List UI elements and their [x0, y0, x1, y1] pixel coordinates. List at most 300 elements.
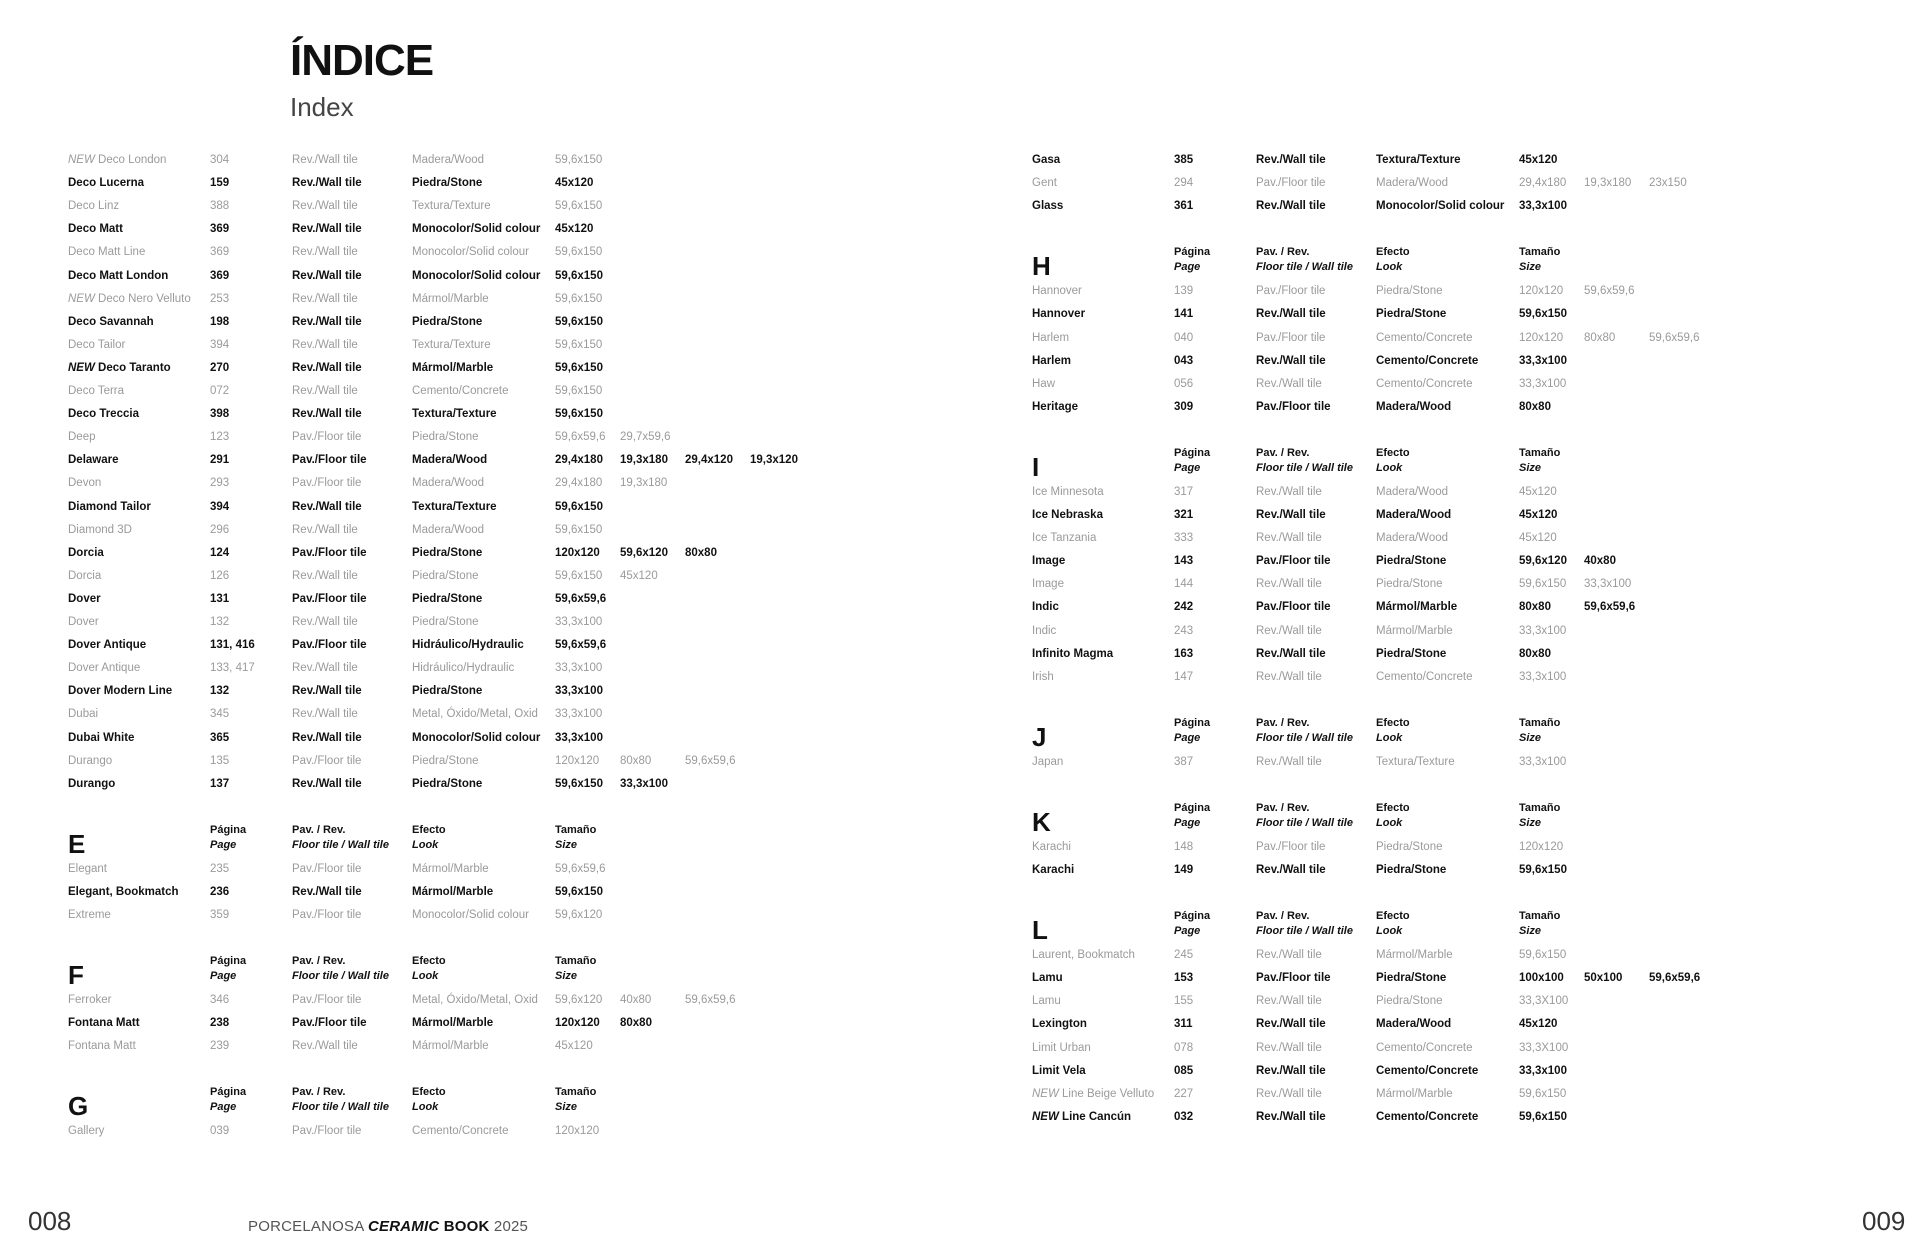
- index-row: [1032, 304, 1792, 324]
- col-header-size: Tamaño Size: [555, 955, 597, 983]
- col-header-type-en: Floor tile / Wall tile: [292, 1101, 389, 1114]
- tile-look: Monocolor/Solid colour: [412, 909, 529, 921]
- tile-type: Rev./Wall tile: [1256, 509, 1326, 521]
- tile-type: Rev./Wall tile: [1256, 949, 1322, 962]
- col-header-page-en: Page: [1174, 261, 1201, 274]
- product-name: Harlem: [1032, 331, 1070, 344]
- page-ref: 346: [210, 994, 230, 1007]
- tile-look: Cemento/Concrete: [1376, 377, 1473, 390]
- tile-size: 59,6x59,6: [1584, 285, 1635, 298]
- tile-type: Rev./Wall tile: [292, 177, 362, 190]
- tile-size: 59,6x59,6: [1649, 331, 1700, 344]
- col-header-size-en: Size: [1519, 816, 1542, 829]
- tile-type: Pav./Floor tile: [1256, 177, 1326, 190]
- product-name: Haw: [1032, 377, 1056, 390]
- col-header-size: Tamaño Size: [1519, 801, 1561, 829]
- index-row: [1032, 150, 1792, 170]
- index-row: [68, 219, 828, 239]
- tile-size: 59,6x59,6: [1584, 601, 1636, 614]
- tile-size: 45x120: [1519, 154, 1558, 166]
- page-ref: 153: [1174, 972, 1194, 985]
- page-ref: 072: [210, 385, 230, 397]
- tile-look: Mármol/Marble: [1376, 624, 1453, 637]
- product-name: Lamu: [1032, 972, 1063, 985]
- index-row: [1032, 1084, 1792, 1104]
- index-row: [68, 1036, 828, 1056]
- tile-look: Piedra/Stone: [1376, 864, 1447, 876]
- page-ref: 198: [210, 315, 230, 328]
- col-header-look: Efecto Look: [1376, 910, 1410, 938]
- col-header-page: Página Page: [210, 823, 247, 851]
- tile-look: Madera/Wood: [412, 477, 485, 490]
- tile-type: Rev./Wall tile: [1256, 578, 1322, 591]
- col-header-page-en: Page: [1174, 461, 1201, 474]
- tile-type: Rev./Wall tile: [292, 685, 362, 698]
- col-header-size-en: Size: [555, 1101, 578, 1114]
- page-ref: 143: [1174, 555, 1194, 568]
- tile-look: Mármol/Marble: [412, 1040, 489, 1053]
- tile-size: 120x120: [1519, 840, 1564, 853]
- tile-size: 59,6x150: [555, 777, 603, 790]
- tile-type: Rev./Wall tile: [292, 885, 362, 898]
- new-badge: NEW: [68, 154, 95, 166]
- tile-look: Madera/Wood: [412, 154, 485, 166]
- tile-type: Rev./Wall tile: [292, 731, 362, 744]
- tile-look: Piedra/Stone: [1376, 840, 1443, 853]
- tile-look: Cemento/Concrete: [1376, 354, 1479, 367]
- tile-size: 59,6x150: [555, 246, 603, 259]
- page-ref: 032: [1174, 1110, 1194, 1123]
- page-ref: 238: [210, 1017, 230, 1030]
- index-row: [68, 589, 828, 609]
- tile-type: Rev./Wall tile: [1256, 1087, 1322, 1100]
- tile-size: 59,6x120: [1519, 555, 1567, 568]
- tile-size: 45x120: [1519, 485, 1557, 498]
- product-name: Hannover: [1032, 285, 1082, 298]
- product-name: Hannover: [1032, 308, 1086, 321]
- page-ref: 155: [1174, 995, 1194, 1008]
- index-row: [1032, 482, 1792, 502]
- tile-size: 33,3x100: [555, 685, 603, 698]
- page-ref: 235: [210, 862, 230, 875]
- tile-size: 45x120: [1519, 509, 1558, 521]
- tile-look: Textura/Texture: [1376, 755, 1455, 768]
- tile-size: 45x120: [1519, 1018, 1558, 1031]
- tile-size: 59,6x150: [555, 408, 603, 421]
- brand-book: BOOK: [439, 1218, 490, 1235]
- tile-type: Pav./Floor tile: [292, 1017, 367, 1030]
- page-ref: 309: [1174, 400, 1194, 413]
- tile-type: Rev./Wall tile: [292, 1040, 358, 1053]
- section-letter: L: [1032, 915, 1048, 946]
- tile-size: 45x120: [1519, 532, 1557, 545]
- tile-type: Rev./Wall tile: [1256, 354, 1326, 367]
- index-row: [1032, 837, 1792, 857]
- page-ref: 369: [210, 246, 230, 259]
- section-header-e: [68, 823, 768, 863]
- product-name: Karachi: [1032, 864, 1075, 876]
- tile-type: Rev./Wall tile: [292, 708, 358, 721]
- index-row: [68, 1121, 828, 1141]
- tile-size: 23x150: [1649, 177, 1687, 190]
- index-row: [1032, 667, 1792, 687]
- tile-size: 45x120: [555, 1040, 593, 1053]
- tile-look: Monocolor/Solid colour: [1376, 200, 1505, 213]
- tile-size: 59,6x150: [1519, 864, 1567, 876]
- tile-size: 19,3x180: [1584, 177, 1632, 190]
- product-name: Fontana Matt: [68, 1017, 140, 1030]
- index-row: [1032, 374, 1792, 394]
- tile-type: Pav./Floor tile: [292, 592, 367, 605]
- col-header-size: Tamaño Size: [1519, 716, 1561, 744]
- page-ref: 311: [1174, 1018, 1193, 1031]
- tile-type: Pav./Floor tile: [1256, 331, 1326, 344]
- index-row: [68, 635, 828, 655]
- tile-type: Rev./Wall tile: [1256, 200, 1326, 213]
- page-ref: 085: [1174, 1064, 1194, 1077]
- page-ref: 144: [1174, 578, 1194, 591]
- tile-look: Piedra/Stone: [412, 777, 483, 790]
- tile-look: Piedra/Stone: [412, 569, 479, 582]
- product-name: Dover Modern Line: [68, 685, 173, 698]
- product-name: Indic: [1032, 601, 1059, 614]
- index-row: [68, 497, 828, 517]
- page-ref: 132: [210, 685, 230, 698]
- tile-look: Piedra/Stone: [1376, 308, 1447, 321]
- product-name: Devon: [68, 477, 102, 490]
- tile-look: Piedra/Stone: [412, 616, 479, 628]
- index-row: [68, 566, 828, 586]
- tile-type: Pav./Floor tile: [292, 1125, 362, 1138]
- tile-size: 80x80: [1519, 647, 1551, 660]
- product-name: Image: [1032, 578, 1064, 591]
- col-header-type: Pav. / Rev. Floor tile / Wall tile: [1256, 716, 1353, 744]
- tile-look: Piedra/Stone: [412, 685, 483, 698]
- product-name: Lamu: [1032, 995, 1061, 1008]
- product-name: Heritage: [1032, 400, 1079, 413]
- tile-size: 80x80: [620, 754, 652, 767]
- tile-size: 29,4x180: [1519, 177, 1567, 190]
- product-name: Irish: [1032, 670, 1054, 683]
- col-header-type: Pav. / Rev. Floor tile / Wall tile: [292, 823, 389, 851]
- tile-type: Pav./Floor tile: [292, 454, 367, 467]
- section-header-g: [68, 1085, 768, 1125]
- tile-look: Piedra/Stone: [1376, 647, 1447, 660]
- col-header-size: Tamaño Size: [1519, 910, 1561, 938]
- index-row: [68, 150, 828, 170]
- col-header-type: Pav. / Rev. Floor tile / Wall tile: [292, 955, 389, 983]
- tile-look: Metal, Óxido/Metal, Oxid: [412, 994, 538, 1007]
- col-header-look-en: Look: [412, 970, 439, 983]
- product-name: Indic: [1032, 624, 1057, 637]
- index-row: [1032, 644, 1792, 664]
- tile-size: 33,3x100: [555, 708, 603, 721]
- col-header-page: Página Page: [210, 1086, 247, 1114]
- tile-type: Rev./Wall tile: [1256, 1110, 1326, 1123]
- product-name: Dubai White: [68, 731, 135, 744]
- index-row: [1032, 752, 1792, 772]
- col-header-page-en: Page: [1174, 925, 1201, 938]
- col-header-size-en: Size: [1519, 925, 1542, 938]
- product-name: Japan: [1032, 755, 1064, 768]
- col-header-type-en: Floor tile / Wall tile: [1256, 731, 1353, 744]
- index-row: [68, 728, 828, 748]
- section-letter: E: [68, 828, 86, 859]
- product-name: Fontana Matt: [68, 1040, 136, 1053]
- tile-type: Rev./Wall tile: [1256, 154, 1326, 166]
- tile-size: 29,4x120: [685, 454, 733, 467]
- tile-look: Textura/Texture: [412, 200, 491, 213]
- tile-look: Piedra/Stone: [412, 592, 483, 605]
- page-ref: 321: [1174, 509, 1194, 521]
- tile-look: Textura/Texture: [412, 408, 497, 421]
- tile-size: 120x120: [555, 754, 600, 767]
- tile-size: 59,6x150: [1519, 1087, 1567, 1100]
- tile-look: Mármol/Marble: [1376, 1087, 1453, 1100]
- page-ref: 148: [1174, 840, 1194, 853]
- tile-size: 59,6x150: [555, 500, 603, 513]
- tile-type: Rev./Wall tile: [1256, 1041, 1322, 1054]
- tile-look: Mármol/Marble: [1376, 601, 1458, 614]
- tile-look: Piedra/Stone: [412, 546, 483, 559]
- col-header-type-en: Floor tile / Wall tile: [292, 838, 389, 851]
- index-row: [68, 242, 828, 262]
- tile-type: Rev./Wall tile: [1256, 1064, 1326, 1077]
- tile-size: 59,6x150: [1519, 1110, 1567, 1123]
- tile-size: 33,3x100: [1519, 624, 1567, 637]
- index-row: [68, 681, 828, 701]
- col-header-type-en: Floor tile / Wall tile: [292, 970, 389, 983]
- page-number-right: 009: [1862, 1206, 1906, 1236]
- tile-size: 33,3x100: [1519, 670, 1567, 683]
- tile-size: 33,3x100: [1584, 578, 1632, 591]
- col-header-size-en: Size: [555, 970, 578, 983]
- page-ref: 132: [210, 616, 230, 628]
- col-header-look-en: Look: [412, 1101, 439, 1114]
- index-row: [68, 473, 828, 493]
- col-header-look: Efecto Look: [412, 1086, 446, 1114]
- tile-size: 120x120: [1519, 331, 1564, 344]
- page-ref: 253: [210, 292, 230, 305]
- col-header-type: Pav. / Rev. Floor tile / Wall tile: [1256, 446, 1353, 474]
- index-row: [68, 704, 828, 724]
- tile-look: Monocolor/Solid colour: [412, 731, 541, 744]
- tile-type: Rev./Wall tile: [1256, 1018, 1326, 1031]
- product-name: Infinito Magma: [1032, 647, 1114, 660]
- col-header-type: Pav. / Rev. Floor tile / Wall tile: [292, 1086, 389, 1114]
- col-header-page: Página Page: [1174, 716, 1211, 744]
- tile-size: 33,3x100: [555, 616, 603, 628]
- page-ref: 359: [210, 909, 230, 921]
- product-name: Ice Nebraska: [1032, 509, 1103, 521]
- tile-size: 59,6x120: [620, 546, 668, 559]
- section-header-h: [1032, 245, 1732, 285]
- tile-size: 59,6x150: [1519, 949, 1567, 962]
- page-ref: 270: [210, 361, 230, 374]
- col-header-size-en: Size: [1519, 261, 1542, 274]
- index-row: [68, 289, 828, 309]
- product-name: Ice Tanzania: [1032, 532, 1097, 545]
- footer-brand: [248, 1218, 528, 1235]
- page-ref: 345: [210, 708, 230, 721]
- product-name: NEW Line Beige Velluto: [1032, 1087, 1155, 1100]
- tile-size: 80x80: [620, 1017, 652, 1030]
- tile-size: 59,6x59,6: [555, 592, 607, 605]
- tile-look: Cemento/Concrete: [1376, 670, 1473, 683]
- tile-look: Cemento/Concrete: [1376, 1041, 1473, 1054]
- col-header-page: Página Page: [1174, 801, 1211, 829]
- product-name: Limit Vela: [1032, 1064, 1086, 1077]
- page-title: ÍNDICE: [290, 36, 434, 85]
- tile-size: 59,6x150: [555, 885, 603, 898]
- tile-size: 29,7x59,6: [620, 431, 671, 444]
- tile-look: Piedra/Stone: [1376, 578, 1443, 591]
- index-row: [68, 266, 828, 286]
- index-row: [68, 859, 828, 879]
- index-row: [68, 173, 828, 193]
- page-ref: 239: [210, 1040, 230, 1053]
- product-name: Deep: [68, 431, 96, 444]
- col-header-type: Pav. / Rev. Floor tile / Wall tile: [1256, 910, 1353, 938]
- tile-look: Piedra/Stone: [412, 315, 483, 328]
- tile-size: 59,6x59,6: [685, 994, 736, 1007]
- index-row: [1032, 1107, 1792, 1127]
- page-ref: 385: [1174, 154, 1194, 166]
- index-row: [68, 520, 828, 540]
- col-header-look: Efecto Look: [1376, 246, 1410, 274]
- tile-type: Rev./Wall tile: [292, 777, 362, 790]
- section-header-k: [1032, 801, 1732, 841]
- tile-look: Mármol/Marble: [412, 1017, 494, 1030]
- index-row: [68, 335, 828, 355]
- tile-size: 29,4x180: [555, 454, 603, 467]
- tile-size: 33,3x100: [1519, 377, 1567, 390]
- tile-size: 59,6x150: [555, 200, 603, 213]
- index-row: [68, 612, 828, 632]
- product-name: Elegant: [68, 862, 108, 875]
- page-ref: 245: [1174, 949, 1194, 962]
- product-name: Durango: [68, 777, 116, 790]
- page-ref: 126: [210, 569, 230, 582]
- product-name: Deco Terra: [68, 385, 125, 397]
- tile-type: Pav./Floor tile: [292, 639, 367, 652]
- product-name: Dorcia: [68, 569, 102, 582]
- product-name: Deco Matt London: [68, 269, 169, 282]
- product-name: Dover: [68, 616, 99, 628]
- tile-look: Mármol/Marble: [412, 292, 489, 305]
- tile-type: Rev./Wall tile: [1256, 995, 1322, 1008]
- page-ref: 394: [210, 338, 230, 351]
- index-row: [1032, 860, 1792, 880]
- product-name: Deco Linz: [68, 200, 120, 213]
- index-row: [68, 1013, 828, 1033]
- tile-look: Metal, Óxido/Metal, Oxid: [412, 708, 538, 721]
- tile-look: Cemento/Concrete: [412, 1125, 509, 1138]
- tile-type: Pav./Floor tile: [292, 546, 367, 559]
- tile-look: Piedra/Stone: [412, 431, 479, 444]
- page-ref: 078: [1174, 1041, 1194, 1054]
- tile-type: Rev./Wall tile: [292, 246, 358, 259]
- page-ref: 304: [210, 154, 230, 166]
- tile-type: Rev./Wall tile: [1256, 670, 1322, 683]
- tile-type: Rev./Wall tile: [1256, 755, 1322, 768]
- tile-type: Rev./Wall tile: [292, 500, 362, 513]
- tile-type: Rev./Wall tile: [292, 315, 362, 328]
- tile-size: 19,3x120: [750, 454, 798, 467]
- index-row: [68, 427, 828, 447]
- index-row: [68, 905, 828, 925]
- section-header-l: [1032, 909, 1732, 949]
- index-row: [68, 658, 828, 678]
- page-ref: 398: [210, 408, 230, 421]
- tile-look: Piedra/Stone: [1376, 285, 1443, 298]
- index-row: [68, 404, 828, 424]
- tile-look: Madera/Wood: [1376, 1018, 1452, 1031]
- tile-type: Pav./Floor tile: [292, 994, 362, 1007]
- col-header-size-en: Size: [1519, 461, 1542, 474]
- page-ref: 291: [210, 454, 230, 467]
- tile-look: Madera/Wood: [1376, 509, 1452, 521]
- product-name: Ferroker: [68, 994, 112, 1007]
- page-ref: 394: [210, 500, 230, 513]
- tile-look: Piedra/Stone: [1376, 972, 1447, 985]
- tile-size: 100x100: [1519, 972, 1564, 985]
- tile-size: 33,3x100: [1519, 200, 1567, 213]
- tile-type: Rev./Wall tile: [292, 338, 358, 351]
- col-header-type-en: Floor tile / Wall tile: [1256, 261, 1353, 274]
- tile-look: Textura/Texture: [412, 338, 491, 351]
- index-row: [1032, 1038, 1792, 1058]
- tile-type: Pav./Floor tile: [1256, 840, 1326, 853]
- index-row: [1032, 945, 1792, 965]
- tile-size: 59,6x59,6: [555, 862, 606, 875]
- section-letter: J: [1032, 721, 1047, 752]
- tile-size: 40x80: [620, 994, 652, 1007]
- tile-look: Madera/Wood: [412, 454, 488, 467]
- new-badge: NEW: [68, 361, 95, 374]
- col-header-page-en: Page: [210, 970, 237, 983]
- tile-type: Rev./Wall tile: [292, 292, 358, 305]
- product-name: Karachi: [1032, 840, 1071, 853]
- page-ref: 333: [1174, 532, 1194, 545]
- tile-type: Rev./Wall tile: [292, 616, 358, 628]
- tile-type: Rev./Wall tile: [292, 523, 358, 536]
- tile-size: 33,3x100: [555, 731, 603, 744]
- tile-size: 59,6x59,6: [555, 431, 606, 444]
- brand-year: 2025: [489, 1218, 529, 1235]
- page-ref: 163: [1174, 647, 1194, 660]
- col-header-look: Efecto Look: [412, 823, 446, 851]
- tile-type: Pav./Floor tile: [292, 754, 362, 767]
- tile-size: 59,6x150: [555, 269, 603, 282]
- page-number-left: 008: [28, 1206, 72, 1236]
- section-letter: I: [1032, 451, 1040, 482]
- col-header-look-en: Look: [1376, 461, 1403, 474]
- product-name: Durango: [68, 754, 113, 767]
- tile-size: 120x120: [555, 546, 600, 559]
- product-name: Deco Lucerna: [68, 177, 145, 190]
- product-name: Dover: [68, 592, 101, 605]
- product-name: Deco Matt Line: [68, 246, 146, 259]
- page-ref: 243: [1174, 624, 1194, 637]
- index-row: [68, 543, 828, 563]
- tile-look: Mármol/Marble: [412, 361, 494, 374]
- tile-type: Pav./Floor tile: [1256, 400, 1331, 413]
- tile-size: 45x120: [555, 223, 594, 236]
- tile-type: Rev./Wall tile: [292, 662, 358, 675]
- tile-look: Madera/Wood: [412, 523, 485, 536]
- index-row: [68, 990, 828, 1010]
